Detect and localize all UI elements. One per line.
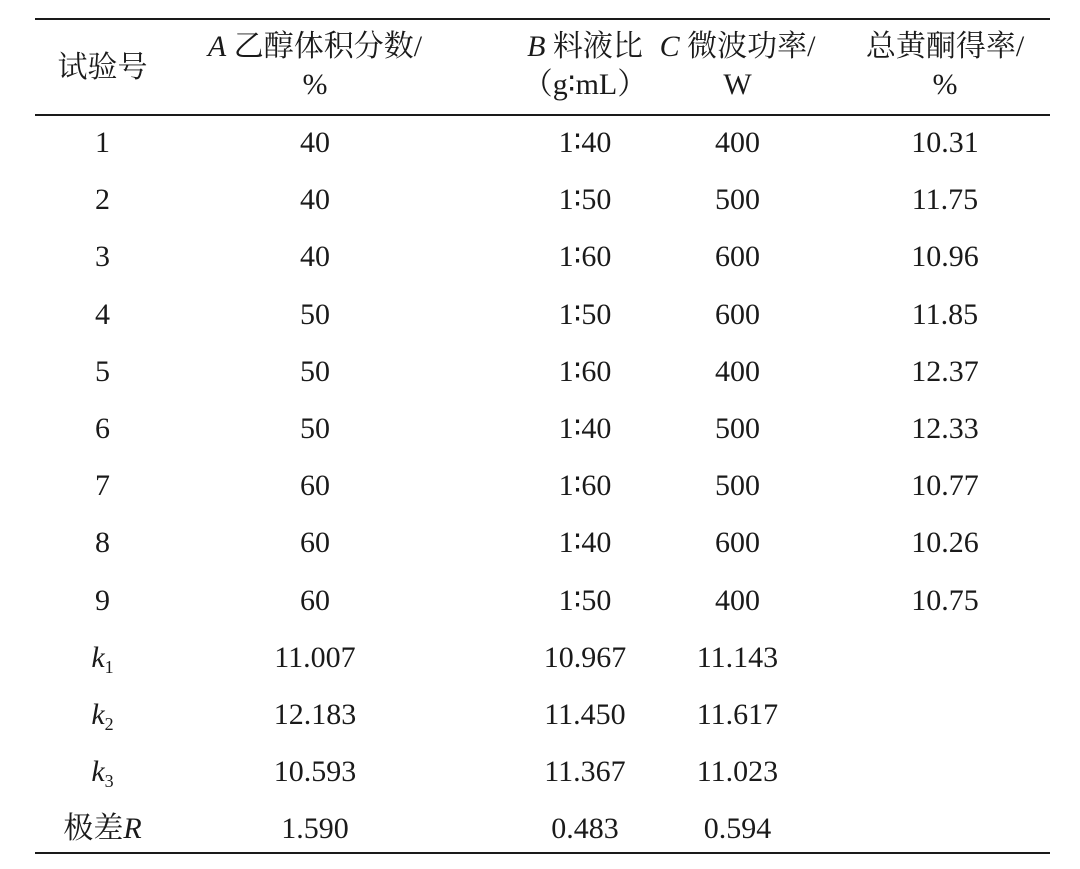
k-symbol: k <box>91 755 105 789</box>
table-row <box>35 457 1050 514</box>
power-cell: 11.143 <box>696 640 779 674</box>
header-ethanol-fraction-label: 乙醇体积分数/ <box>226 30 423 63</box>
yield-cell: 10.77 <box>911 469 979 503</box>
yield-cell: 10.75 <box>911 583 979 617</box>
table-row <box>35 286 1050 343</box>
trial-number-cell: 8 <box>95 526 110 560</box>
range-row <box>35 800 1050 857</box>
range-label-cell <box>35 800 170 857</box>
k-subscript: 2 <box>104 713 114 734</box>
ethanol-fraction-cell: 10.593 <box>273 755 357 789</box>
table-row <box>35 228 1050 285</box>
ratio-cell: 1∶60 <box>558 354 612 388</box>
ethanol-fraction-cell: 11.007 <box>274 640 356 674</box>
yield-cell: 10.31 <box>911 126 979 159</box>
table-row <box>35 171 1050 228</box>
trial-number-cell: 6 <box>95 411 110 445</box>
power-cell: 0.594 <box>703 812 772 846</box>
power-cell: 400 <box>715 126 760 159</box>
summary-row-k2 <box>35 686 1050 743</box>
orthogonal-test-table <box>35 0 1050 869</box>
ratio-cell: 0.483 <box>551 812 619 846</box>
summary-label-cell <box>35 743 170 800</box>
yield-cell: 12.33 <box>911 411 979 445</box>
header-trial-number-label: 试验号 <box>57 51 148 84</box>
header-flavonoid-yield-unit: % <box>932 68 958 101</box>
table-header-row <box>35 28 1050 108</box>
header-flavonoid-yield-label: 总黄酮得率/ <box>865 30 1025 63</box>
header-factor-b-symbol: B <box>527 30 546 63</box>
trial-number-cell: 7 <box>95 469 110 503</box>
yield-cell: 11.75 <box>911 183 979 217</box>
ethanol-fraction-cell: 40 <box>300 183 330 217</box>
ratio-cell: 1∶40 <box>558 126 612 159</box>
power-cell: 11.023 <box>696 755 779 789</box>
header-ethanol-fraction <box>180 28 450 108</box>
table-row <box>35 343 1050 400</box>
power-cell: 400 <box>715 354 760 388</box>
table-row <box>35 572 1050 629</box>
ethanol-fraction-cell: 60 <box>300 583 330 617</box>
header-trial-number <box>35 28 170 108</box>
power-cell: 600 <box>715 526 760 560</box>
summary-label-cell <box>35 629 170 686</box>
k-symbol: k <box>91 697 105 731</box>
trial-number-cell: 4 <box>95 297 110 331</box>
power-cell: 600 <box>715 297 760 331</box>
power-cell: 500 <box>715 183 760 217</box>
summary-label-cell <box>35 686 170 743</box>
table-bottom-rule <box>35 852 1050 854</box>
header-microwave-power <box>635 28 840 108</box>
ratio-cell: 11.450 <box>544 697 626 731</box>
ratio-cell: 11.367 <box>544 755 626 789</box>
ethanol-fraction-cell: 1.590 <box>281 812 349 846</box>
header-microwave-power-unit: W <box>723 68 752 101</box>
header-microwave-power-label: 微波功率/ <box>679 30 816 63</box>
trial-number-cell: 1 <box>95 126 110 159</box>
ethanol-fraction-cell: 50 <box>300 411 330 445</box>
power-cell: 400 <box>715 583 760 617</box>
ratio-cell: 1∶60 <box>558 240 612 274</box>
ratio-cell: 1∶50 <box>558 297 612 331</box>
range-label: 极差 <box>63 812 124 846</box>
ratio-cell: 1∶40 <box>558 411 612 445</box>
ethanol-fraction-cell: 50 <box>300 354 330 388</box>
trial-number-cell: 9 <box>95 583 110 617</box>
ethanol-fraction-cell: 60 <box>300 526 330 560</box>
range-symbol: R <box>123 812 142 846</box>
ratio-cell: 1∶50 <box>558 183 612 217</box>
header-factor-c-symbol: C <box>659 30 680 63</box>
summary-row-k3 <box>35 743 1050 800</box>
yield-cell: 10.26 <box>911 526 979 560</box>
ratio-cell: 1∶60 <box>558 469 612 503</box>
ethanol-fraction-cell: 60 <box>300 469 330 503</box>
k-subscript: 3 <box>104 771 114 792</box>
trial-number-cell: 5 <box>95 354 110 388</box>
ratio-cell: 1∶50 <box>558 583 612 617</box>
header-solid-liquid-ratio-unit: （g∶mL） <box>522 68 648 101</box>
yield-cell: 12.37 <box>911 354 979 388</box>
header-solid-liquid-ratio-label: 料液比 <box>545 30 643 63</box>
yield-cell: 11.85 <box>911 297 979 331</box>
ethanol-fraction-cell: 40 <box>300 126 330 159</box>
power-cell: 500 <box>715 469 760 503</box>
ethanol-fraction-cell: 12.183 <box>273 697 357 731</box>
table-body <box>35 114 1050 857</box>
ethanol-fraction-cell: 40 <box>300 240 330 274</box>
header-flavonoid-yield <box>840 28 1050 108</box>
summary-row-k1 <box>35 629 1050 686</box>
table-top-rule <box>35 18 1050 20</box>
trial-number-cell: 3 <box>95 240 110 274</box>
power-cell: 500 <box>715 411 760 445</box>
power-cell: 600 <box>715 240 760 274</box>
ethanol-fraction-cell: 50 <box>300 297 330 331</box>
header-ethanol-fraction-unit: % <box>302 68 328 101</box>
power-cell: 11.617 <box>696 697 779 731</box>
ratio-cell: 1∶40 <box>558 526 612 560</box>
trial-number-cell: 2 <box>95 183 110 217</box>
yield-cell: 10.96 <box>911 240 979 274</box>
k-subscript: 1 <box>104 656 114 677</box>
k-symbol: k <box>91 640 105 674</box>
table-row <box>35 400 1050 457</box>
header-factor-a-symbol: A <box>207 30 227 63</box>
ratio-cell: 10.967 <box>543 640 627 674</box>
table-row <box>35 114 1050 171</box>
table-row <box>35 514 1050 571</box>
